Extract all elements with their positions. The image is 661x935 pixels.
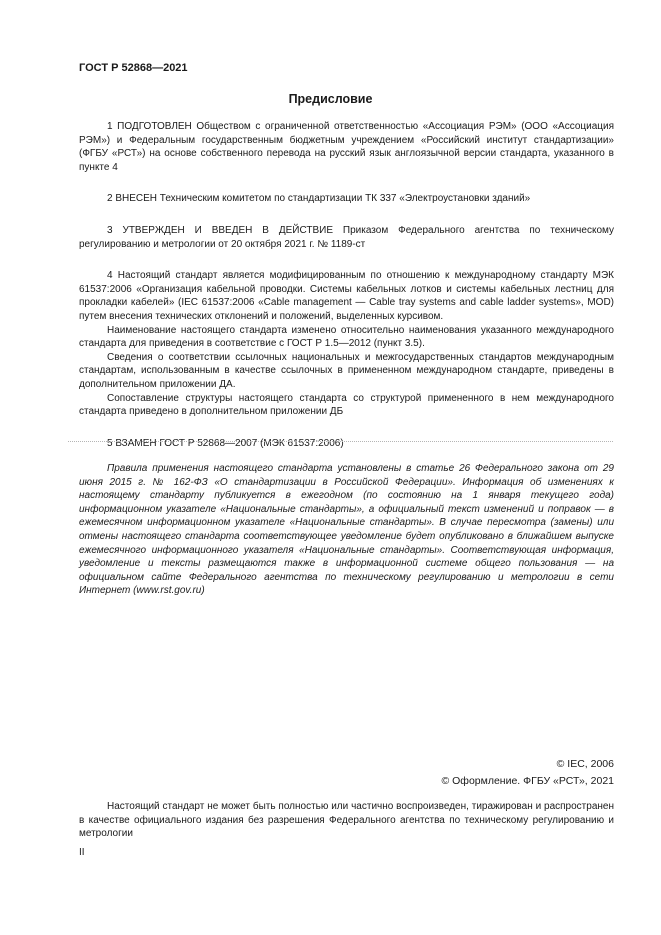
preface-item-5: 5 ВЗАМЕН ГОСТ Р 52868—2007 (МЭК 61537:2006) — [107, 437, 344, 449]
copyright-block — [314, 756, 614, 790]
legal-notice-text: Настоящий стандарт не может быть полностью или частично воспроизведен, тиражирован и распространен в качестве официального издания без разрешения Федерального агентства по техническому регулированию и метрологии — [79, 801, 614, 840]
application-notice-text: Правила применения настоящего стандарта установлены в статье 26 Федерального закона от 29 июня 2015 г. № 162-ФЗ «О стандартизации в Российской Федерации». Информация об изменениях к настоящему стандарту публикуется в ежегодном (по состоянию на 1 января текущего года) информационном указателе «Национальные стандарты», а официальный текст изменений и поправок — в ежемесячном информационном указателе «Национальные стандарты». В случае пересмотра (замены) или отмены настоящего стандарта соответствующее уведомление будет опубликовано в ближайшем выпуске ежемесячного информационного указателя «Национальные стандарты». Соответствующая информация, уведомление и тексты размещаются также в информационной системе общего пользования — на официальном сайте Федерального агентства по техническому регулированию и метрологии в сети Интернет (www.rst.gov.ru) — [79, 463, 614, 597]
copyright-iec: © IEC, 2006 — [556, 758, 614, 770]
document-id: ГОСТ Р 52868—2021 — [79, 62, 188, 74]
preface-item-2: 2 ВНЕСЕН Техническим комитетом по стандартизации ТК 337 «Электроустановки зданий» — [107, 193, 531, 205]
preface-body — [79, 120, 614, 450]
section-divider — [68, 441, 613, 442]
application-notice — [79, 462, 614, 598]
preface-item-4-structure: Сопоставление структуры настоящего стандарта со структурой примененного в нем международного стандарта приведено в дополнительном приложении ДБ — [79, 392, 614, 418]
preface-item-4-name-change: Наименование настоящего стандарта изменено относительно наименования указанного международного стандарта для приведения в соответствие с ГОСТ Р 1.5—2012 (пункт 3.5). — [79, 324, 614, 350]
preface-item-1: 1 ПОДГОТОВЛЕН Обществом с ограниченной ответственностью «Ассоциация РЭМ» (ООО «Ассоциация РЭМ») и Федеральным государственным бюджетным учреждением «Российский институт стандартизации» (ФГБУ «РСТ») на основе собственного перевода на русский язык англоязычной версии стандарта, указанного в пункте 4 — [79, 121, 614, 173]
page-number: II — [79, 847, 85, 858]
section-title: Предисловие — [288, 92, 373, 106]
legal-notice — [79, 800, 614, 841]
preface-item-3: 3 УТВЕРЖДЕН И ВВЕДЕН В ДЕЙСТВИЕ Приказом Федерального агентства по техническому регулированию и метрологии от 20 октября 2021 г. № 1189-ст — [79, 224, 614, 250]
preface-item-4: 4 Настоящий стандарт является модифицированным по отношению к международному стандарту МЭК 61537:2006 «Организация кабельной проводки. Системы кабельных лотков и системы кабельных лестниц для прокладки кабелей» (IEC 61537:2006 «Cable management — Cable tray systems and cable ladder systems», MOD) путем внесения технических отклонений и положений, выделенных курсивом. — [79, 270, 614, 322]
copyright-rst: © Оформление. ФГБУ «РСТ», 2021 — [441, 775, 614, 787]
preface-item-4-references: Сведения о соответствии ссылочных национальных и межгосударственных стандартов международным стандартам, использованным в качестве ссылочных в примененном международном стандарте, приведены в дополнительном приложении ДА. — [79, 351, 614, 390]
